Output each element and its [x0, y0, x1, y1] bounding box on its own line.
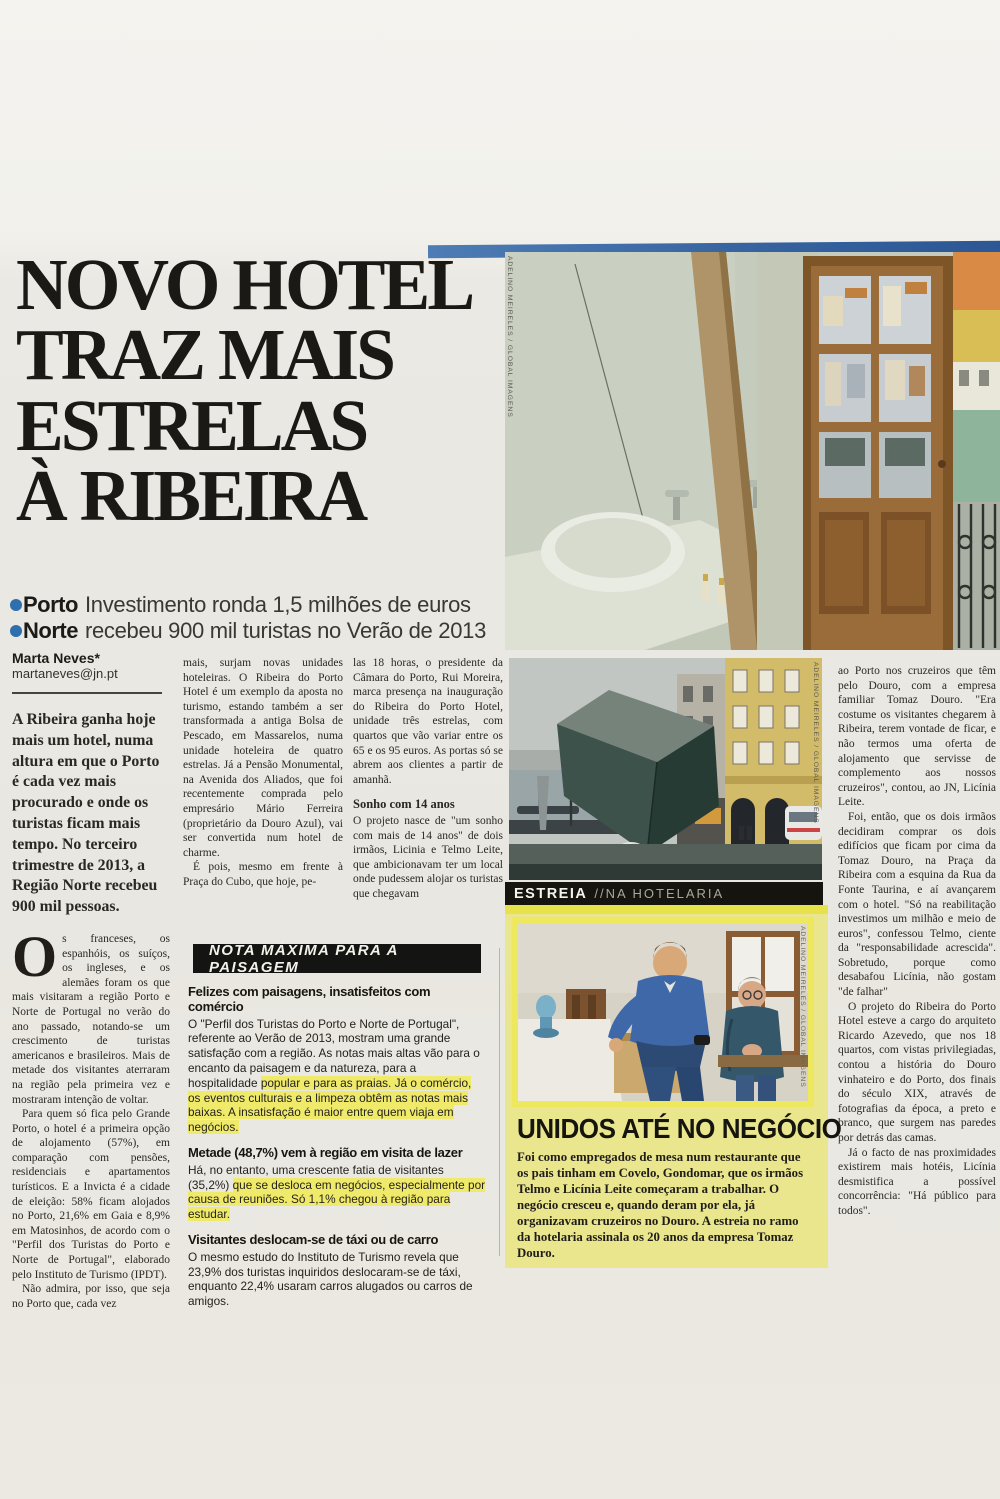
- highlighted-text: popular e para as praias. Já o comércio, os eventos culturais e a limpeza obtêm as notas mais baixas. A insatisfação é maior entre quem viaja em negócios.: [188, 1075, 472, 1135]
- deck-line-norte: [10, 618, 510, 644]
- highlighted-text: que se desloca em negócios, especialmente por causa de reuniões. Só 1,1% chegou à região para estudar.: [188, 1177, 486, 1222]
- cube-square-photo: [509, 658, 822, 880]
- article-column-4: [838, 664, 996, 1219]
- nota-item-head: Metade (48,7%) vem à região em visita de lazer: [188, 1144, 463, 1160]
- deck-text: recebeu 900 mil turistas no Verão de 2013: [84, 618, 487, 643]
- article-column-2: [183, 656, 343, 890]
- headline-line-4: À RIBEIRA: [16, 455, 366, 537]
- paragraph: O projeto do Ribeira do Porto Hotel esteve a cargo do arquiteto Ricardo Azevedo, que nos 18 quartos, com vistas privilegiadas, contou a história do Douro vinhateiro e do Porto, dos finais do século XIX, através de fotografias da época, a preto e branco, que surgem nas paredes por detrás das camas.: [838, 1000, 996, 1144]
- bullet-icon: [10, 599, 22, 611]
- paragraph: Para quem só fica pelo Grande Porto, o hotel é a primeira opção de alojamento (57%), em comparação com pensões, residenciais e apartamentos turísticos. E a Invicta é a cidade de eleição: 58% ficam alojados no Porto, 21,6% em Gaia e 8,9% em Matosinhos, de acordo com o "Perfil dos Turistas do Porto e Norte de Portugal", elaborado pelo Instituto de Turismo (IPDT).: [12, 1108, 170, 1281]
- headline: [16, 244, 508, 537]
- deck-text: Investimento ronda 1,5 milhões de euros: [84, 592, 471, 617]
- column-divider: [499, 948, 500, 1256]
- paragraph: ao Porto nos cruzeiros que têm pelo Douro, com a empresa familiar Tomaz Douro. "Era costume os visitantes chegarem à Ribeira, terem vontade de ficar, e não termos uma oferta de alojamento que servisse de complemento aos nossos cruzeiros", contou, ao JN, Licínia Leite.: [838, 665, 996, 809]
- author-name: Marta Neves*: [12, 650, 100, 666]
- nota-item-body: Há, no entanto, uma crescente fatia de visitantes (35,2%) que se desloca em negócios, especialmente por causa de reuniões. Só 1,1% chegou à região para estudar.: [188, 1162, 486, 1222]
- bathroom-photo: [505, 252, 1000, 650]
- nota-box-body: [188, 985, 486, 1309]
- section-subhead: Sonho com 14 anos: [353, 797, 455, 812]
- paragraph: É pois, mesmo em frente à Praça do Cubo, que hoje, pe-: [183, 861, 343, 888]
- paragraph: Já o facto de nas proximidades existirem mais hotéis, Licínia desmistifica a possível concorrência: "Há público para todos".: [838, 1146, 996, 1217]
- author-email: martaneves@jn.pt: [12, 666, 118, 681]
- paragraph: O projeto nasce de "um sonho com mais de 14 anos" de dois irmãos, Licinia e Telmo Leite, que ambicionavam ter um local onde pudessem alojar os turistas que chegavam: [353, 814, 503, 900]
- photo-credit: ADELINO MEIRELES / GLOBAL IMAGENS: [799, 926, 806, 1088]
- estreia-label: ESTREIA: [514, 885, 588, 902]
- deck-tag: Norte: [23, 618, 78, 643]
- headline-line-2: TRAZ MAIS: [16, 314, 394, 396]
- cube-photo-illustration: [509, 658, 822, 880]
- bathroom-photo-illustration: [505, 252, 1000, 650]
- balcony-view: [953, 252, 1000, 650]
- nota-item-body: O mesmo estudo do Instituto de Turismo revela que 23,9% dos turistas inquiridos deslocaram-se de táxi, enquanto 22,4% usaram carros alugados ou carros de amigos.: [188, 1249, 473, 1309]
- article-column-1: [12, 692, 170, 1311]
- owners-photo: [518, 923, 808, 1101]
- french-door: [803, 256, 953, 650]
- deck-line-porto: [10, 592, 510, 618]
- bullet-icon: [10, 625, 22, 637]
- byline: [12, 650, 118, 682]
- nota-item-body: O "Perfil dos Turistas do Porto e Norte de Portugal", referente ao Verão de 2013, mostram uma grande satisfação com a região. As notas mais altas vão para o encanto da paisagem e da natureza, para a hospitalidade popular e para as praias. Já o comércio, os eventos culturais e a limpeza obtêm as notas mais baixas. A insatisfação é maior entre quem viaja em negócios.: [188, 1016, 480, 1135]
- column-rule: [12, 692, 162, 694]
- nota-item-head: Visitantes deslocam-se de táxi ou de carro: [188, 1231, 439, 1247]
- deck-tag: Porto: [23, 592, 78, 617]
- estreia-section-bar: [505, 882, 823, 905]
- article-column-3: [353, 656, 503, 902]
- paragraph: mais, surjam novas unidades hoteleiras. O Ribeira do Porto Hotel é um exemplo da aposta no turismo, estando também a ser transformada a antiga Bolsa de Pescado, em Massarelos, numa unidade hoteleira de quatro estrelas. Já a Pensão Monumental, na Avenida dos Aliados, que foi recentemente comprada pelo empresário Mário Ferreira (proprietário da Douro Azul), vai ser convertida num hotel de charme.: [183, 657, 343, 859]
- nota-item-head: Felizes com paisagens, insatisfeitos com comércio: [188, 984, 431, 1014]
- owners-photo-illustration: [518, 923, 808, 1101]
- paragraph: Foi, então, que os dois irmãos decidiram comprar os dois edifícios que ficam por cima da Tomaz Douro, na Praça da Ribeira com a esquina da Rua da Fonte Taurina, e aí avançarem com o hotel. "Só na reabilitação investimos um milhão e meio de euros", confessou Telmo, ciente da "responsabilidade acrescida". Sobretudo, porque como desabafou Licínia, não gostam "de falhar": [838, 810, 996, 999]
- dropcap: O: [12, 923, 58, 989]
- paragraph: Não admira, por isso, que seja no Porto que, cada vez: [12, 1283, 170, 1310]
- headline-line-3: ESTRELAS: [16, 384, 367, 466]
- deck: [10, 592, 510, 644]
- standfirst: A Ribeira ganha hoje mais um hotel, numa altura em que o Porto é cada vez mais procurado e onde os turistas ficam mais tempo. No terceiro trimestre de 2013, a Região Norte recebeu 900 mil pessoas.: [12, 711, 160, 916]
- paragraph: Os franceses, os espanhóis, os suíços, os ingleses, e os alemães foram os que mais visitaram a região Porto e Norte de Portugal no verão do ano passado, notando-se um crescimento de turistas americanos e brasileiros. Mais de metade dos visitantes aterraram na região pela primeira vez e mostraram intenção de voltar.: [12, 923, 170, 1106]
- photo-credit: ADELINO MEIRELES / GLOBAL IMAGENS: [812, 662, 819, 824]
- photo-credit: ADELINO MEIRELES / GLOBAL IMAGENS: [506, 256, 513, 418]
- unidos-section: [505, 905, 842, 1268]
- nota-maxima-box: [188, 941, 490, 1309]
- headline-line-1: NOVO HOTEL: [16, 244, 473, 325]
- unidos-title: UNIDOS ATÉ NO NEGÓCIO: [517, 1113, 842, 1144]
- unidos-body: Foi como empregados de mesa num restaurante que os pais tinham em Covelo, Gondomar, que os irmãos Telmo e Licínia Leite começaram a trabalhar. O negócio cresceu e, quando deram por ela, já organizavam cruzeiros no Douro. A estreia no ramo da hotelaria assinala os 20 anos da empresa Tomaz Douro.: [517, 1150, 804, 1260]
- estreia-sublabel: //NA HOTELARIA: [594, 886, 725, 901]
- paragraph: las 18 horas, o presidente da Câmara do Porto, Rui Moreira, marca presença na inauguração do Ribeira do Porto Hotel, unidade três estrelas, com quartos que vão variar entre os 65 e os 95 euros. As portas só se abrem aos clientes a partir de amanhã.: [353, 657, 503, 786]
- nota-box-title: NOTA MÁXIMA PARA A PAISAGEM: [193, 944, 481, 973]
